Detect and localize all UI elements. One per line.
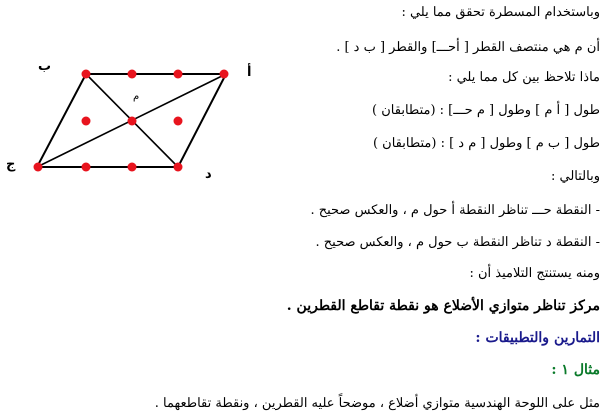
grid-dot bbox=[82, 70, 91, 79]
grid-dot bbox=[174, 117, 183, 126]
grid-dot bbox=[220, 70, 229, 79]
grid-dot bbox=[128, 70, 137, 79]
vertex-label-a: أ bbox=[247, 65, 252, 80]
text-line-intro: وباستخدام المسطرة تحقق مما يلي : bbox=[401, 5, 600, 20]
text-line-therefore: وبالتالي : bbox=[550, 169, 600, 184]
grid-dot bbox=[128, 117, 137, 126]
parallelogram-diagram bbox=[0, 55, 270, 185]
grid-dot bbox=[128, 163, 137, 172]
vertex-label-c: ج bbox=[6, 157, 16, 172]
text-line-symmetry-c: - النقطة حـــ تناظر النقطة أ حول م ، والعكس صحيح . bbox=[310, 203, 600, 218]
grid-dot bbox=[174, 70, 183, 79]
text-line-midpoint: أن م هي منتصف القطر [ أحـــ] والقطر [ ب د ] . bbox=[336, 40, 600, 55]
text-line-length-bm: طول [ ب م ] وطول [ م د ] : (متطابقان ) bbox=[372, 136, 600, 151]
grid-dot bbox=[34, 163, 43, 172]
text-line-length-am: طول [ أ م ] وطول [ م حـــ] : (متطابقان ) bbox=[372, 103, 600, 118]
text-line-symmetry-d: - النقطة د تناظر النقطة ب حول م ، والعكس صحيح . bbox=[315, 235, 600, 250]
text-line-conclusion-intro: ومنه يستنتج التلاميذ أن : bbox=[469, 266, 600, 281]
exercises-heading: التمارين والتطبيقات : bbox=[475, 330, 600, 346]
grid-dots bbox=[34, 70, 229, 172]
geometry-figure bbox=[0, 55, 270, 189]
center-label-m: م bbox=[133, 91, 140, 102]
grid-dot bbox=[174, 163, 183, 172]
text-line-example: مثل على اللوحة الهندسية متوازي أضلاع ، موضحاً عليه القطرين ، ونقطة تقاطعهما . bbox=[154, 396, 600, 411]
grid-dot bbox=[82, 163, 91, 172]
example-heading: مثال ١ : bbox=[551, 362, 600, 378]
text-line-conclusion: مركز تناظر متوازي الأضلاع هو نقطة تقاطع القطرين . bbox=[286, 298, 600, 314]
vertex-label-d: د bbox=[205, 167, 212, 182]
grid-dot bbox=[82, 117, 91, 126]
vertex-label-b: ب bbox=[38, 59, 52, 74]
text-line-question: ماذا تلاحظ بين كل مما يلي : bbox=[448, 70, 600, 85]
